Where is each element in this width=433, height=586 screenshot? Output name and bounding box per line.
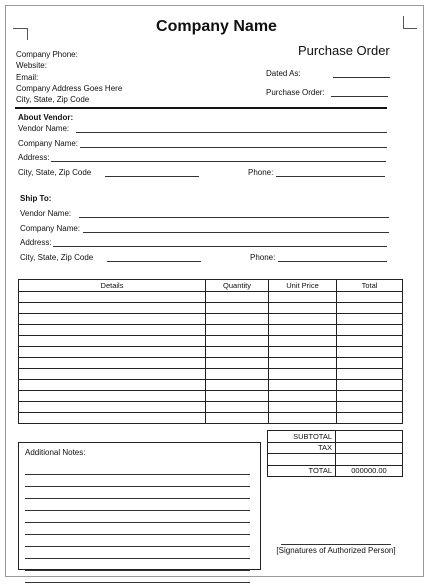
blank-value-cell[interactable] <box>336 454 403 466</box>
header-divider <box>15 107 387 109</box>
details-cell[interactable] <box>19 292 206 303</box>
total-cell[interactable] <box>337 292 403 303</box>
note-line[interactable] <box>25 522 250 523</box>
table-row <box>19 413 403 424</box>
quantity-cell[interactable] <box>206 292 269 303</box>
unit-price-cell[interactable] <box>269 314 337 325</box>
vendor-company-name-label: Company Name: <box>18 139 79 148</box>
table-row <box>19 380 403 391</box>
total-cell[interactable] <box>337 413 403 424</box>
unit-price-cell[interactable] <box>269 325 337 336</box>
blank-label-cell <box>268 454 336 466</box>
details-cell[interactable] <box>19 413 206 424</box>
table-row <box>19 336 403 347</box>
company-name: Company Name <box>156 18 277 35</box>
note-line[interactable] <box>25 546 250 547</box>
vendor-phone-field[interactable] <box>276 176 385 177</box>
city-state-zip-label: City, State, Zip Code <box>16 95 90 104</box>
total-label: TOTAL <box>268 465 336 477</box>
note-line[interactable] <box>25 486 250 487</box>
unit-price-cell[interactable] <box>269 402 337 413</box>
items-header-row <box>19 280 403 292</box>
unit-price-cell[interactable] <box>269 369 337 380</box>
vendor-address-label: Address: <box>18 153 50 162</box>
ship-company-name-label: Company Name: <box>20 224 81 233</box>
table-row <box>19 325 403 336</box>
details-cell[interactable] <box>19 314 206 325</box>
quantity-cell[interactable] <box>206 369 269 380</box>
total-row <box>268 465 403 477</box>
details-cell[interactable] <box>19 336 206 347</box>
unit-price-cell[interactable] <box>269 391 337 402</box>
quantity-header: Quantity <box>206 280 269 292</box>
details-cell[interactable] <box>19 380 206 391</box>
ship-company-name-field[interactable] <box>83 232 389 233</box>
dated-as-field[interactable] <box>333 77 390 78</box>
table-row <box>19 347 403 358</box>
vendor-name-field[interactable] <box>76 132 387 133</box>
ship-address-field[interactable] <box>53 246 387 247</box>
quantity-cell[interactable] <box>206 391 269 402</box>
quantity-cell[interactable] <box>206 358 269 369</box>
table-row <box>19 292 403 303</box>
total-value[interactable]: 000000.00 <box>336 465 403 477</box>
unit-price-cell[interactable] <box>269 303 337 314</box>
unit-price-cell[interactable] <box>269 413 337 424</box>
ship-phone-field[interactable] <box>278 261 387 262</box>
total-cell[interactable] <box>337 347 403 358</box>
total-cell[interactable] <box>337 402 403 413</box>
totals-table <box>267 430 403 477</box>
website-label: Website: <box>16 61 47 70</box>
total-cell[interactable] <box>337 380 403 391</box>
total-cell[interactable] <box>337 358 403 369</box>
unit-price-cell[interactable] <box>269 292 337 303</box>
table-row <box>19 391 403 402</box>
quantity-cell[interactable] <box>206 380 269 391</box>
ship-vendor-name-label: Vendor Name: <box>20 209 72 218</box>
tax-row <box>268 442 403 454</box>
subtotal-label: SUBTOTAL <box>268 431 336 443</box>
note-line[interactable] <box>25 558 250 559</box>
blank-row <box>268 454 403 466</box>
unit-price-cell[interactable] <box>269 336 337 347</box>
quantity-cell[interactable] <box>206 336 269 347</box>
ship-city-state-zip-field[interactable] <box>107 261 201 262</box>
subtotal-row <box>268 431 403 443</box>
company-address-label: Company Address Goes Here <box>16 84 123 93</box>
additional-notes-box[interactable] <box>18 442 261 570</box>
note-line[interactable] <box>25 474 250 475</box>
details-cell[interactable] <box>19 358 206 369</box>
vendor-city-state-zip-label: City, State, Zip Code <box>18 168 92 177</box>
details-cell[interactable] <box>19 347 206 358</box>
details-cell[interactable] <box>19 325 206 336</box>
vendor-name-label: Vendor Name: <box>18 124 70 133</box>
ship-vendor-name-field[interactable] <box>79 217 389 218</box>
tax-label: TAX <box>268 442 336 454</box>
note-line[interactable] <box>25 534 250 535</box>
note-line[interactable] <box>25 510 250 511</box>
details-cell[interactable] <box>19 391 206 402</box>
signature-label: [Signatures of Authorized Person] <box>276 546 396 555</box>
company-phone-label: Company Phone: <box>16 50 78 59</box>
vendor-address-field[interactable] <box>51 161 386 162</box>
purchase-order-number-label: Purchase Order: <box>266 88 325 97</box>
email-label: Email: <box>16 73 39 82</box>
ship-phone-label: Phone: <box>250 253 276 262</box>
ship-address-label: Address: <box>20 238 52 247</box>
signature-line[interactable] <box>281 544 391 545</box>
unit-price-header: Unit Price <box>269 280 337 292</box>
details-cell[interactable] <box>19 369 206 380</box>
note-line[interactable] <box>25 570 250 571</box>
quantity-cell[interactable] <box>206 413 269 424</box>
note-line[interactable] <box>25 498 250 499</box>
table-row <box>19 314 403 325</box>
additional-notes-label: Additional Notes: <box>25 448 86 457</box>
unit-price-cell[interactable] <box>269 347 337 358</box>
details-cell[interactable] <box>19 402 206 413</box>
quantity-cell[interactable] <box>206 347 269 358</box>
total-cell[interactable] <box>337 391 403 402</box>
dated-as-label: Dated As: <box>266 69 301 78</box>
total-cell[interactable] <box>337 369 403 380</box>
unit-price-cell[interactable] <box>269 380 337 391</box>
total-cell[interactable] <box>337 336 403 347</box>
vendor-company-name-field[interactable] <box>80 147 387 148</box>
quantity-cell[interactable] <box>206 402 269 413</box>
details-header: Details <box>19 280 206 292</box>
details-cell[interactable] <box>19 303 206 314</box>
unit-price-cell[interactable] <box>269 358 337 369</box>
about-vendor-title: About Vendor: <box>18 113 74 122</box>
purchase-order-title: Purchase Order <box>298 43 390 58</box>
total-header: Total <box>337 280 403 292</box>
ship-to-title: Ship To: <box>20 194 52 203</box>
items-table <box>18 279 403 424</box>
total-cell[interactable] <box>337 303 403 314</box>
purchase-order-number-field[interactable] <box>331 96 388 97</box>
quantity-cell[interactable] <box>206 325 269 336</box>
table-row <box>19 358 403 369</box>
total-cell[interactable] <box>337 314 403 325</box>
note-line[interactable] <box>25 582 250 583</box>
table-row <box>19 303 403 314</box>
subtotal-value[interactable] <box>336 431 403 443</box>
vendor-phone-label: Phone: <box>248 168 274 177</box>
quantity-cell[interactable] <box>206 303 269 314</box>
ship-city-state-zip-label: City, State, Zip Code <box>20 253 94 262</box>
tax-value[interactable] <box>336 442 403 454</box>
total-cell[interactable] <box>337 325 403 336</box>
table-row <box>19 402 403 413</box>
quantity-cell[interactable] <box>206 314 269 325</box>
table-row <box>19 369 403 380</box>
vendor-city-state-zip-field[interactable] <box>105 176 199 177</box>
